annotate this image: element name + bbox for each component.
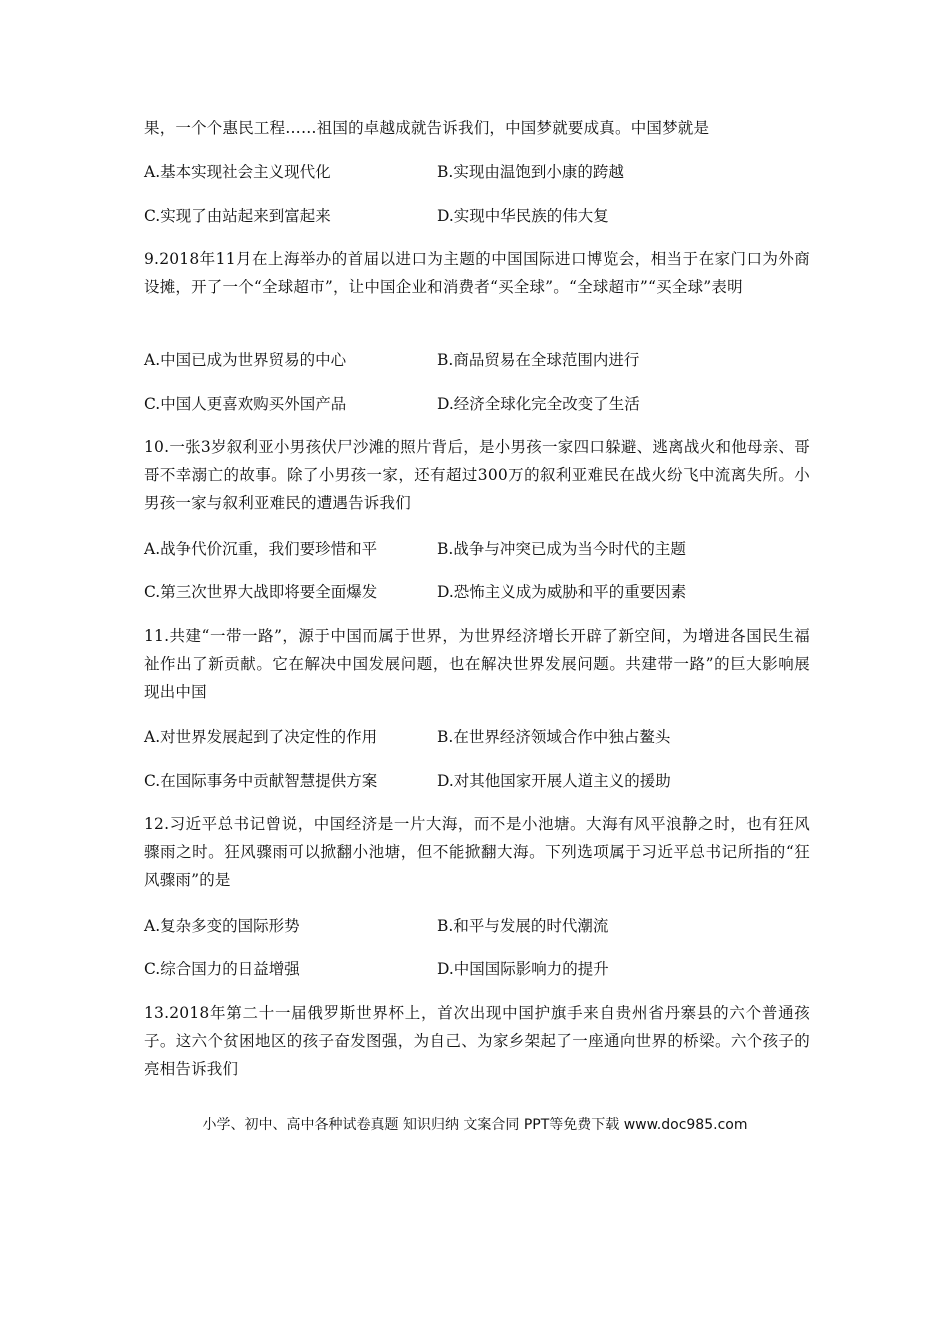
option-d: D.经济全球化完全改变了生活 [437,395,640,413]
option-b: B.商品贸易在全球范围内进行 [437,351,640,369]
option-d: D.实现中华民族的伟大复 [437,207,609,225]
option-d: D.中国国际影响力的提升 [437,960,609,978]
option-c: C.实现了由站起来到富起来 [144,207,331,225]
option-a: A.对世界发展起到了决定性的作用 [144,728,378,746]
option-a: A.战争代价沉重，我们要珍惜和平 [144,540,378,558]
option-c: C.综合国力的日益增强 [144,960,300,978]
question-stem: 12.习近平总书记曾说，中国经济是一片大海，而不是小池塘。大海有风平浪静之时，也有狂风骤雨之时。狂风骤雨可以掀翻小池塘，但不能掀翻大海。下列选项属于习近平总书记所指的“狂风骤雨”的是 [144,815,810,889]
question-stem: 果，一个个惠民工程……祖国的卓越成就告诉我们，中国梦就要成真。中国梦就是 [144,119,710,137]
question-stem: 11.共建“一带一路”，源于中国而属于世界，为世界经济增长开辟了新空间，为增进各国民生福祉作出了新贡献。它在解决中国发展问题，也在解决世界发展问题。共建带一路”的巨大影响展现出中国 [144,627,810,701]
question-stem: 13.2018年第二十一届俄罗斯世界杯上，首次出现中国护旗手来自贵州省丹寨县的六个普通孩子。这六个贫困地区的孩子奋发图强，为自己、为家乡架起了一座通向世界的桥梁。六个孩子的亮相告诉我们 [144,1004,810,1078]
option-b: B.实现由温饱到小康的跨越 [437,163,624,181]
option-c: C.在国际事务中贡献智慧提供方案 [144,772,378,790]
option-b: B.和平与发展的时代潮流 [437,917,609,935]
question-stem: 10.一张3岁叙利亚小男孩伏尸沙滩的照片背后，是小男孩一家四口躲避、逃离战火和他母亲、哥哥不幸溺亡的故事。除了小男孩一家，还有超过300万的叙利亚难民在战火纷飞中流离失所。小男孩一家与叙利亚难民的遭遇告诉我们 [144,438,810,512]
option-c: C.第三次世界大战即将要全面爆发 [144,583,378,601]
option-d: D.对其他国家开展人道主义的援助 [437,772,671,790]
option-b: B.在世界经济领域合作中独占鳌头 [437,728,671,746]
page-footer: 小学、初中、高中各种试卷真题 知识归纳 文案合同 PPT等免费下载 www.doc985.com [202,1117,748,1133]
option-a: A.基本实现社会主义现代化 [144,163,331,181]
option-b: B.战争与冲突已成为当今时代的主题 [437,540,686,558]
option-c: C.中国人更喜欢购买外国产品 [144,395,347,413]
option-a: A.中国已成为世界贸易的中心 [144,351,347,369]
option-d: D.恐怖主义成为威胁和平的重要因素 [437,583,687,601]
option-a: A.复杂多变的国际形势 [144,917,300,935]
question-stem: 9.2018年11月在上海举办的首届以进口为主题的中国国际进口博览会，相当于在家门口为外商设摊，开了一个“全球超市”，让中国企业和消费者“买全球”。“全球超市”“买全球”表明 [144,250,810,296]
